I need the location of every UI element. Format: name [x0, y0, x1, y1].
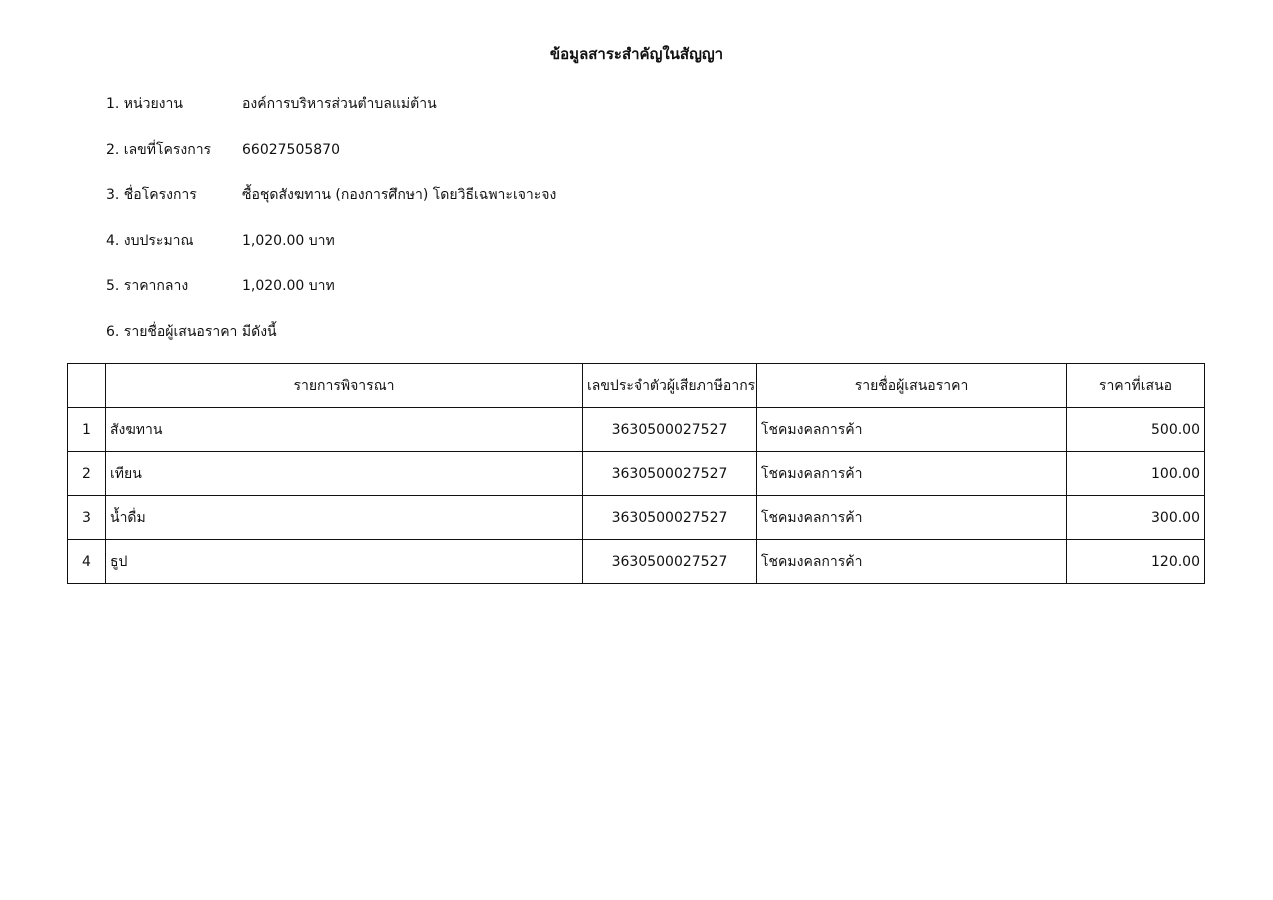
- cell-bidder: โชคมงคลการค้า: [757, 540, 1067, 584]
- cell-tax-id: 3630500027527: [583, 452, 757, 496]
- table-row: [68, 496, 1205, 540]
- info-label: 4. งบประมาณ: [106, 233, 194, 249]
- info-value: 66027505870: [242, 142, 340, 158]
- info-label: 2. เลขที่โครงการ: [106, 142, 212, 158]
- cell-no: 3: [68, 496, 106, 540]
- bidders-section-heading: 6. รายชื่อผู้เสนอราคา มีดังนี้: [106, 324, 277, 340]
- info-value: องค์การบริหารส่วนตำบลแม่ต้าน: [242, 96, 437, 112]
- cell-no: 2: [68, 452, 106, 496]
- header-tax-id: เลขประจำตัวผู้เสียภาษีอากร: [583, 364, 757, 408]
- header-bidder: รายชื่อผู้เสนอราคา: [757, 364, 1067, 408]
- cell-price: 120.00: [1067, 540, 1205, 584]
- info-value: ซื้อชุดสังฆทาน (กองการศึกษา) โดยวิธีเฉพาะเจาะจง: [242, 187, 557, 203]
- cell-price: 500.00: [1067, 408, 1205, 452]
- cell-item: สังฆทาน: [106, 408, 583, 452]
- header-item: รายการพิจารณา: [106, 364, 583, 408]
- cell-price: 100.00: [1067, 452, 1205, 496]
- header-price: ราคาที่เสนอ: [1067, 364, 1205, 408]
- info-value: 1,020.00 บาท: [242, 278, 335, 294]
- document-title: ข้อมูลสาระสำคัญในสัญญา: [549, 45, 724, 63]
- cell-bidder: โชคมงคลการค้า: [757, 408, 1067, 452]
- cell-bidder: โชคมงคลการค้า: [757, 496, 1067, 540]
- header-no: [68, 364, 106, 408]
- cell-bidder: โชคมงคลการค้า: [757, 452, 1067, 496]
- table-row: [68, 540, 1205, 584]
- table-header-row: [68, 364, 1205, 408]
- cell-no: 4: [68, 540, 106, 584]
- table-row: [68, 452, 1205, 496]
- info-label: 1. หน่วยงาน: [106, 96, 183, 112]
- cell-item: เทียน: [106, 452, 583, 496]
- cell-no: 1: [68, 408, 106, 452]
- cell-item: ธูป: [106, 540, 583, 584]
- info-label: 3. ชื่อโครงการ: [106, 187, 197, 203]
- cell-price: 300.00: [1067, 496, 1205, 540]
- cell-item: น้ำดื่ม: [106, 496, 583, 540]
- cell-tax-id: 3630500027527: [583, 496, 757, 540]
- cell-tax-id: 3630500027527: [583, 540, 757, 584]
- table-row: [68, 408, 1205, 452]
- cell-tax-id: 3630500027527: [583, 408, 757, 452]
- info-value: 1,020.00 บาท: [242, 233, 335, 249]
- bidders-table: [67, 363, 1205, 584]
- info-label: 5. ราคากลาง: [106, 278, 189, 294]
